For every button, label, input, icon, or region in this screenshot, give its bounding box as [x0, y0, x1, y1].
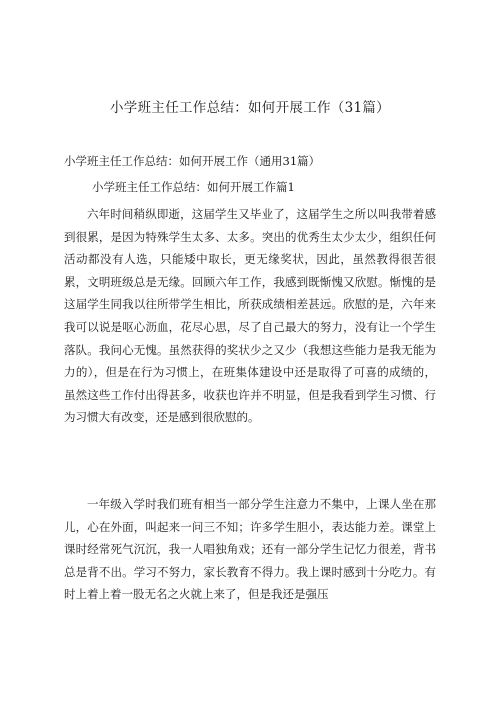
body-paragraph-2: 一年级入学时我们班有相当一部分学生注意力不集中，上课人坐在那儿，心在外面，叫起来一问三不知；许多学生胆小，表达能力差。课堂上课时经常死气沉沉，我一人唱独角戏；还有一部分学生记忆力很差，背书总是背不出。学习不努力，家长教育不得力。我上课时感到十分吃力。有时上着上着一股无名之火就上来了，但是我还是强压 [64, 497, 436, 602]
section-heading: 小学班主任工作总结：如何开展工作篇1 [92, 180, 295, 194]
document-subtitle: 小学班主任工作总结：如何开展工作（通用31篇） [64, 154, 321, 168]
document-title: 小学班主任工作总结：如何开展工作（31篇） [110, 100, 390, 116]
body-paragraph-1: 六年时间稍纵即逝，这届学生又毕业了，这届学生之所以叫我带着感到很累，是因为特殊学生太多、太多。突出的优秀生太少太少，组织任何活动都没有人选，只能矮中取长，更无缘奖状，因此，虽然教得很苦很累，文明班级总是无缘。回顾六年工作，我感到既惭愧又欣慰。惭愧的是这届学生同我以往所带学生相比，所获成绩相差甚远。欣慰的是，六年来我可以说是呕心沥血，花尽心思，尽了自己最大的努力，没有让一个学生落队。我问心无愧。虽然获得的奖状少之又少（我想这些能力是我无能为力的），但是在行为习惯上，在班集体建设中还是取得了可喜的成绩的，虽然这些工作付出得甚多，收获也许并不明显，但是我看到学生习惯、行为习惯大有改变，还是感到很欣慰的。 [64, 207, 436, 425]
